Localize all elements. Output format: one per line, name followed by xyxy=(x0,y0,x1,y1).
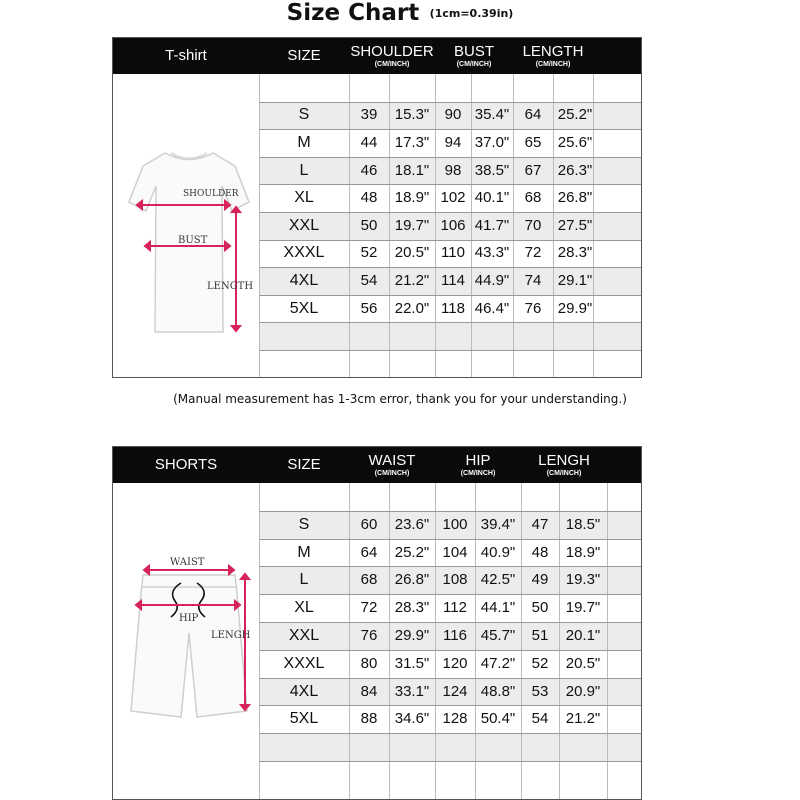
row-divider xyxy=(259,322,641,323)
measurement-cell: 19.7" xyxy=(394,216,430,234)
size-cell: XXL xyxy=(288,626,320,644)
tshirt-figure xyxy=(113,74,259,377)
header-measure-1 xyxy=(435,38,513,74)
size-cell: XL xyxy=(294,189,314,207)
measurement-cell: 39.4" xyxy=(480,515,516,533)
shorts-illustration xyxy=(113,483,259,799)
size-chart-title xyxy=(0,0,800,30)
size-cell: S xyxy=(298,515,310,533)
measurement-cell: 51 xyxy=(531,626,549,644)
measurement-cell: 47 xyxy=(531,515,549,533)
column-divider xyxy=(607,447,608,799)
measurement-cell: 29.9" xyxy=(557,299,593,317)
measurement-cell: 108 xyxy=(442,571,468,589)
row-divider xyxy=(259,511,641,512)
measurement-cell: 76 xyxy=(360,626,378,644)
row-divider xyxy=(259,761,641,762)
row-divider xyxy=(259,350,641,351)
measurement-cell: 45.7" xyxy=(480,626,516,644)
measurement-cell: 49 xyxy=(531,571,549,589)
size-cell: 5XL xyxy=(289,299,319,317)
measurement-cell: 72 xyxy=(360,599,378,617)
measurement-cell: 72 xyxy=(524,244,542,262)
measurement-cell: 41.7" xyxy=(474,216,510,234)
measurement-note: (Manual measurement has 1-3cm error, thank you for your understanding.) xyxy=(173,392,627,406)
row-divider xyxy=(259,184,641,185)
header-measure-0-label: SHOULDER xyxy=(350,42,434,60)
size-cell: XL xyxy=(294,599,314,617)
measurement-cell: 44 xyxy=(360,134,378,151)
row-divider xyxy=(259,295,641,296)
row-divider xyxy=(259,622,641,623)
column-divider xyxy=(349,38,350,377)
measurement-cell: 112 xyxy=(443,599,467,617)
column-divider xyxy=(641,38,642,377)
measurement-cell: 29.9" xyxy=(394,626,430,644)
bust-label: BUST xyxy=(178,235,208,246)
measurement-cell: 102 xyxy=(440,189,466,207)
size-cell: S xyxy=(298,106,310,124)
header-measure-0-unit: (CM/INCH) xyxy=(374,60,410,68)
measurement-cell: 128 xyxy=(442,710,468,728)
row-divider xyxy=(259,733,641,734)
row-divider xyxy=(259,650,641,651)
column-divider xyxy=(641,447,642,799)
measurement-cell: 25.2" xyxy=(557,106,593,124)
measurement-cell: 106 xyxy=(440,216,466,234)
header-measure-2-unit: (CM/INCH) xyxy=(546,469,582,477)
header-measure-0-label: WAIST xyxy=(368,451,416,469)
column-divider xyxy=(259,447,260,799)
measurement-cell: 116 xyxy=(443,626,467,644)
shorts-figure xyxy=(113,483,259,799)
size-cell: M xyxy=(297,134,311,151)
measurement-cell: 37.0" xyxy=(474,134,510,151)
lengh-label: LENGH xyxy=(211,630,251,641)
measurement-cell: 20.9" xyxy=(565,682,601,700)
measurement-cell: 27.5" xyxy=(557,216,593,234)
size-cell: 4XL xyxy=(289,272,319,289)
size-cell: M xyxy=(297,543,311,561)
column-divider xyxy=(435,447,436,799)
measurement-cell: 98 xyxy=(444,161,462,179)
header-measure-2-label: LENGH xyxy=(538,451,590,469)
measurement-cell: 39 xyxy=(360,106,378,124)
hip-label: HIP xyxy=(179,613,199,624)
column-divider xyxy=(593,38,594,377)
measurement-cell: 80 xyxy=(360,654,378,672)
row-divider xyxy=(259,129,641,130)
column-divider xyxy=(389,38,390,377)
measurement-cell: 38.5" xyxy=(474,161,510,179)
measurement-cell: 94 xyxy=(444,134,462,151)
measurement-cell: 28.3" xyxy=(557,244,593,262)
row-band xyxy=(259,322,641,350)
measurement-cell: 28.3" xyxy=(394,599,430,617)
row-divider xyxy=(259,566,641,567)
column-divider xyxy=(349,447,350,799)
header-measure-0 xyxy=(349,447,435,483)
row-divider xyxy=(259,157,641,158)
column-divider xyxy=(389,447,390,799)
measurement-cell: 74 xyxy=(524,272,542,289)
header-size xyxy=(259,447,349,483)
measurement-cell: 50 xyxy=(531,599,549,617)
measurement-cell: 46.4" xyxy=(474,299,510,317)
row-divider xyxy=(259,594,641,595)
measurement-cell: 64 xyxy=(360,543,378,561)
measurement-cell: 104 xyxy=(442,543,468,561)
measurement-cell: 20.1" xyxy=(565,626,601,644)
column-divider xyxy=(521,447,522,799)
column-divider xyxy=(513,38,514,377)
measurement-cell: 64 xyxy=(524,106,542,124)
header-measure-2 xyxy=(521,447,607,483)
header-measure-2 xyxy=(513,38,593,74)
column-divider xyxy=(553,38,554,377)
length-label: LENGTH xyxy=(207,281,254,292)
header-size xyxy=(259,38,349,74)
measurement-cell: 19.7" xyxy=(565,599,601,617)
measurement-cell: 33.1" xyxy=(394,682,430,700)
measurement-cell: 18.5" xyxy=(565,515,601,533)
tshirt-illustration xyxy=(113,74,259,377)
row-divider xyxy=(259,539,641,540)
measurement-cell: 40.9" xyxy=(480,543,516,561)
measurement-cell: 46 xyxy=(360,161,378,179)
measurement-cell: 65 xyxy=(524,134,542,151)
header-garment xyxy=(113,447,259,483)
page-title: Size Chart xyxy=(286,0,420,26)
measurement-cell: 18.1" xyxy=(394,161,430,179)
measurement-cell: 50.4" xyxy=(480,710,516,728)
column-divider xyxy=(435,38,436,377)
measurement-cell: 52 xyxy=(531,654,549,672)
measurement-cell: 124 xyxy=(442,682,468,700)
measurement-cell: 47.2" xyxy=(480,654,516,672)
measurement-cell: 43.3" xyxy=(474,244,510,262)
waist-label: WAIST xyxy=(170,557,205,568)
measurement-cell: 29.1" xyxy=(557,272,593,289)
measurement-cell: 60 xyxy=(360,515,378,533)
tshirt-size-table xyxy=(112,37,642,378)
measurement-cell: 52 xyxy=(360,244,378,262)
row-divider xyxy=(259,267,641,268)
measurement-cell: 88 xyxy=(360,710,378,728)
header-measure-2-unit: (CM/INCH) xyxy=(535,60,571,68)
size-cell: XXL xyxy=(288,216,320,234)
measurement-cell: 17.3" xyxy=(394,134,430,151)
measurement-cell: 42.5" xyxy=(480,571,516,589)
row-divider xyxy=(259,705,641,706)
measurement-cell: 70 xyxy=(524,216,542,234)
size-cell: L xyxy=(299,571,309,589)
measurement-cell: 44.9" xyxy=(474,272,510,289)
measurement-cell: 48 xyxy=(360,189,378,207)
measurement-cell: 67 xyxy=(524,161,542,179)
measurement-cell: 40.1" xyxy=(474,189,510,207)
measurement-cell: 19.3" xyxy=(565,571,601,589)
row-band xyxy=(259,733,641,761)
measurement-cell: 114 xyxy=(441,272,465,289)
size-cell: XXXL xyxy=(283,244,325,262)
measurement-cell: 15.3" xyxy=(394,106,430,124)
measurement-cell: 26.3" xyxy=(557,161,593,179)
header-size-label: SIZE xyxy=(287,456,321,473)
measurement-cell: 100 xyxy=(442,515,468,533)
header-measure-1-unit: (CM/INCH) xyxy=(460,469,496,477)
header-measure-0 xyxy=(349,38,435,74)
measurement-cell: 18.9" xyxy=(565,543,601,561)
measurement-cell: 22.0" xyxy=(394,299,430,317)
unit-conversion: (1cm=0.39in) xyxy=(429,6,514,20)
measurement-cell: 68 xyxy=(360,571,378,589)
row-divider xyxy=(259,240,641,241)
shorts-size-table xyxy=(112,446,642,800)
measurement-cell: 25.6" xyxy=(557,134,593,151)
header-size-label: SIZE xyxy=(287,47,321,64)
measurement-cell: 31.5" xyxy=(394,654,430,672)
measurement-cell: 48.8" xyxy=(480,682,516,700)
measurement-cell: 110 xyxy=(441,244,465,262)
measurement-cell: 56 xyxy=(360,299,378,317)
header-measure-1-label: HIP xyxy=(465,451,491,469)
measurement-cell: 21.2" xyxy=(394,272,430,289)
size-cell: XXXL xyxy=(283,654,325,672)
measurement-cell: 84 xyxy=(360,682,378,700)
header-measure-2-label: LENGTH xyxy=(522,42,584,60)
row-divider xyxy=(259,212,641,213)
column-divider xyxy=(475,447,476,799)
size-cell: L xyxy=(299,161,309,179)
measurement-cell: 118 xyxy=(441,299,465,317)
row-divider xyxy=(259,678,641,679)
measurement-cell: 20.5" xyxy=(394,244,430,262)
measurement-cell: 18.9" xyxy=(394,189,430,207)
measurement-cell: 26.8" xyxy=(394,571,430,589)
header-garment-label: SHORTS xyxy=(154,456,218,473)
measurement-cell: 34.6" xyxy=(394,710,430,728)
measurement-cell: 21.2" xyxy=(565,710,601,728)
column-divider xyxy=(559,447,560,799)
measurement-cell: 54 xyxy=(360,272,378,289)
header-garment-label: T-shirt xyxy=(165,47,207,64)
column-divider xyxy=(471,38,472,377)
measurement-cell: 54 xyxy=(531,710,549,728)
measurement-cell: 120 xyxy=(442,654,468,672)
measurement-cell: 26.8" xyxy=(557,189,593,207)
measurement-cell: 44.1" xyxy=(480,599,516,617)
header-measure-0-unit: (CM/INCH) xyxy=(374,469,410,477)
measurement-cell: 20.5" xyxy=(565,654,601,672)
measurement-cell: 90 xyxy=(444,106,462,124)
header-measure-1-unit: (CM/INCH) xyxy=(456,60,492,68)
measurement-cell: 25.2" xyxy=(394,543,430,561)
header-garment xyxy=(113,38,259,74)
header-measure-1 xyxy=(435,447,521,483)
size-cell: 5XL xyxy=(289,710,319,728)
measurement-cell: 50 xyxy=(360,216,378,234)
column-divider xyxy=(259,38,260,377)
measurement-cell: 76 xyxy=(524,299,542,317)
measurement-cell: 53 xyxy=(531,682,549,700)
measurement-cell: 68 xyxy=(524,189,542,207)
row-divider xyxy=(259,102,641,103)
measurement-cell: 35.4" xyxy=(474,106,510,124)
table-header xyxy=(113,38,641,74)
measurement-cell: 23.6" xyxy=(394,515,430,533)
measurement-cell: 48 xyxy=(531,543,549,561)
header-measure-1-label: BUST xyxy=(453,42,494,60)
size-cell: 4XL xyxy=(289,682,319,700)
table-header xyxy=(113,447,641,483)
shoulder-label: SHOULDER xyxy=(183,189,239,199)
